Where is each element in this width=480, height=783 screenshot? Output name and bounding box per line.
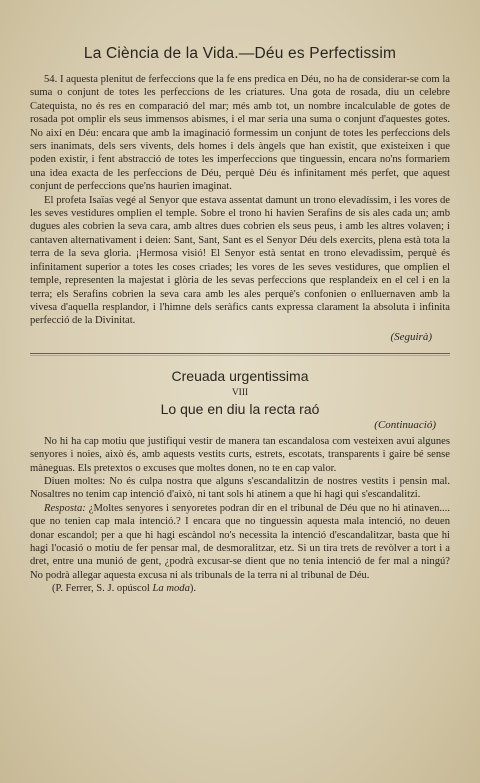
- signature: [30, 582, 450, 595]
- resposta-text: ¿Moltes senyores i senyoretes podran dir en el tribunal de Déu que no hi atinaven.... que no tenien cap mala intenció.? I encara que no tinguessin aquesta mala intenció, no deuen donar escandol; per a que hi hagi escàndol no's necessita la intenció d'escandalitzar, basta que hi hagi l'ocasió o motiu de fer pensar mal, de desmoralitzar, etz. Si un tira trets de revòlver a tort i a dret, entre una munió de gent, ¿podrà excusar-se dient que no tenia intenció de fer mal a ningú? No podrà allegar aquesta excusa ni als tribunals de la terra ni al tribunal de Déu.: [30, 502, 450, 581]
- section-subtitle: Lo que en diu la recta raó: [160, 400, 320, 417]
- continues-label: (Seguirà): [390, 330, 432, 343]
- section-number: VIII: [231, 387, 249, 398]
- section-divider: [30, 353, 450, 354]
- paragraph-54: 54. I aquesta plenitut de ferfeccions que la fe ens predica en Déu, no ha de considerar-se com la suma o conjunt de totes les perfeccions de les criatures. Una gota de rosada, diu un celebre Catequista, no és res en comparació del mar; més amb tot, un nombre incalculable de gotes de rosada pot omplir els seus immensos abismes, i el mar seria una suma o conjunt d'aquestes gotes. No així en Déu: encara que amb la imaginació formessim un conjunt de totes les perfeccions dels sers inanimats, dels sers vivents, dels homes i dels àngels que han existit, que existeixen i que poden existir, i fent abstracció de totes les imperfeccions que tinguessin, encara no'ns formariem una idea exacta de les perfeccions de Déu, perquè Déu és infinitament més perfet, que aquest conjunt de perfeccions que'ns haurien imaginat.: [30, 74, 450, 193]
- paragraph-isaias: El profeta Isaïas vegé al Senyor que estava assentat damunt un trono elevadíssim, i les vores de les seves vestidures omplien el temple. Sobre el trono hi havien Serafins de sis ales cada un; amb dugues ales cobrien la seva cara, amb altres dues cobrien els seus peus, i amb les altres volaven; i cantaven alternativament i deien: Sant, Sant, Sant es el Senyor Déu dels exercits, plena està tota la terra de la seva gloria. ¡Hermosa visió! El Senyor està sentat en trono elevadissim, perquè és infinitament superior a totes les coses criades; les vores de les seves vestidures, que omplien el temple, representen la majestat i glòria de les sevas perfeccions que resplandeix en el cel i en la terra; els Serafins cobrien la seva cara amb les ales perquè's confonien o enlluernaven amb la vivesa d'aquella resplandor, i l'himne dels seràfics cants expressa clarament la absoluta i infinita perfecció de la Divinitat.: [30, 194, 450, 327]
- paragraph-resposta: [30, 502, 450, 582]
- section-title-creuada: Creuada urgentissima: [171, 367, 309, 384]
- section-title-ciencia-vida: La Ciència de la Vida.—Déu es Perfectissim: [83, 45, 397, 62]
- paragraph-vestir: No hi ha cap motiu que justifiqui vestir de manera tan escandalosa com vesteixen avui algunes senyores i noies, això és, amb aquests vestits curts, estrets, escotats, transparents i gaire bé sense màneguas. Els pretextos o excuses que moltes donen, no te en cap valor.: [30, 435, 450, 474]
- signature-prefix: (P. Ferrer, S. J. opúscol: [52, 583, 153, 595]
- resposta-label: Resposta:: [44, 502, 86, 514]
- signature-title: La moda: [152, 583, 190, 595]
- paragraph-diuen: Diuen moltes: No és culpa nostra que alguns s'escandalitzin de nostres vestits i pensin mal. Nosaltres no tenim cap intenció d'això, ni tant sols hi atinem a que hi hagi qui s'escandalitzi.: [30, 475, 450, 501]
- signature-suffix: ).: [189, 583, 197, 595]
- continuation-label: (Continuació): [374, 418, 436, 431]
